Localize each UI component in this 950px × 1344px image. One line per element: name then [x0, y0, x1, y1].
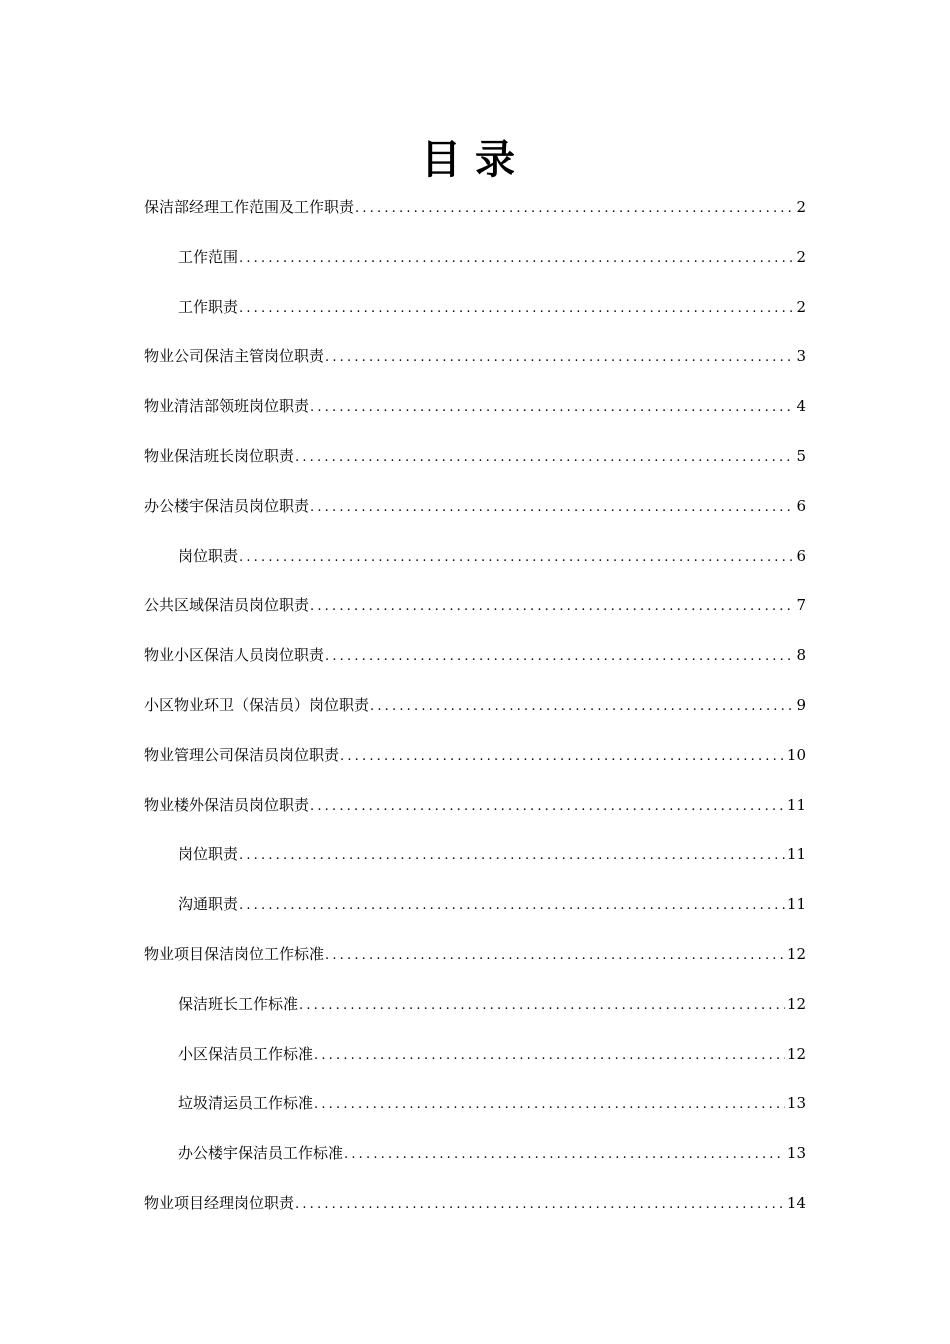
toc-entry[interactable] — [144, 1189, 806, 1239]
toc-leader-dots — [239, 842, 785, 870]
toc-entry-text: 公共区域保洁员岗位职责 — [144, 596, 310, 615]
toc-entry-text: 物业公司保洁主管岗位职责 — [144, 347, 325, 366]
toc-entry[interactable] — [144, 791, 806, 841]
toc-page-number: 11 — [786, 845, 806, 864]
toc-entry-text: 沟通职责 — [178, 895, 239, 914]
toc-entry[interactable] — [144, 1040, 806, 1090]
toc-entry[interactable] — [144, 741, 806, 791]
toc-page-number: 14 — [786, 1193, 806, 1212]
toc-entry-text: 物业保洁班长岗位职责 — [144, 446, 295, 465]
toc-leader-dots — [239, 245, 794, 273]
toc-entry-text: 小区保洁员工作标准 — [178, 1044, 314, 1063]
toc-entry-text: 保洁班长工作标准 — [178, 994, 299, 1013]
toc-page-number: 13 — [786, 1144, 806, 1163]
toc-page-number: 8 — [796, 646, 806, 665]
toc-leader-dots — [344, 1141, 785, 1169]
toc-entry[interactable] — [144, 691, 806, 741]
toc-leader-dots — [340, 743, 785, 771]
toc-page-number: 4 — [796, 397, 806, 416]
toc-leader-dots — [295, 444, 794, 472]
toc-entry-text: 办公楼宇保洁员工作标准 — [178, 1144, 344, 1163]
toc-leader-dots — [310, 494, 794, 522]
toc-entry-text: 小区物业环卫（保洁员）岗位职责 — [144, 695, 370, 714]
toc-entry[interactable] — [144, 392, 806, 442]
toc-page-number: 11 — [786, 895, 806, 914]
toc-entry-text: 物业楼外保洁员岗位职责 — [144, 795, 310, 814]
toc-leader-dots — [325, 344, 794, 372]
toc-page-number: 12 — [786, 944, 806, 963]
toc-leader-dots — [325, 643, 794, 671]
toc-entry-text: 岗位职责 — [178, 546, 239, 565]
toc-entry-text: 物业小区保洁人员岗位职责 — [144, 646, 325, 665]
toc-page-number: 10 — [786, 745, 806, 764]
toc-entry[interactable] — [144, 542, 806, 592]
toc-leader-dots — [299, 992, 785, 1020]
toc-page-number: 13 — [786, 1094, 806, 1113]
toc-page-number: 2 — [796, 297, 806, 316]
toc-entry-text: 办公楼宇保洁员岗位职责 — [144, 496, 310, 515]
toc-leader-dots — [325, 942, 785, 970]
toc-page-number: 12 — [786, 1044, 806, 1063]
toc-entry[interactable] — [144, 890, 806, 940]
toc-page-number: 3 — [796, 347, 806, 366]
toc-entry-text: 垃圾清运员工作标准 — [178, 1094, 314, 1113]
toc-page-number: 5 — [796, 446, 806, 465]
toc-entry-text: 保洁部经理工作范围及工作职责 — [144, 198, 355, 216]
toc-leader-dots — [310, 593, 794, 621]
toc-page-number: 12 — [786, 994, 806, 1013]
toc-leader-dots — [370, 693, 794, 721]
toc-entry[interactable] — [144, 243, 806, 293]
toc-entry[interactable] — [144, 940, 806, 990]
toc-entry[interactable] — [144, 840, 806, 890]
toc-entry-text: 工作职责 — [178, 297, 239, 316]
toc-page-number: 11 — [786, 795, 806, 814]
toc-entry[interactable] — [144, 591, 806, 641]
toc-entry-text: 岗位职责 — [178, 845, 239, 864]
toc-page-number: 9 — [796, 695, 806, 714]
toc-leader-dots — [239, 544, 794, 572]
toc-leader-dots — [314, 1091, 785, 1119]
toc-entry[interactable] — [144, 293, 806, 343]
toc-entry[interactable] — [144, 193, 806, 243]
toc-entry[interactable] — [144, 1089, 806, 1139]
toc-page-number: 2 — [796, 198, 806, 216]
toc-entry[interactable] — [144, 492, 806, 542]
toc-leader-dots — [310, 394, 794, 422]
toc-page-number: 7 — [796, 596, 806, 615]
toc-entry-text: 物业项目经理岗位职责 — [144, 1193, 295, 1212]
toc-entry[interactable] — [144, 990, 806, 1040]
toc-leader-dots — [239, 892, 785, 920]
toc-leader-dots — [295, 1191, 785, 1219]
toc-page-number: 6 — [796, 546, 806, 565]
toc-page-number: 6 — [796, 496, 806, 515]
toc-entry-text: 物业管理公司保洁员岗位职责 — [144, 745, 340, 764]
toc-page-number: 2 — [796, 247, 806, 266]
toc-leader-dots — [314, 1042, 785, 1070]
toc-entry[interactable] — [144, 442, 806, 492]
toc-entry-text: 物业清洁部领班岗位职责 — [144, 397, 310, 416]
toc-title: 目录 — [421, 137, 529, 183]
toc-leader-dots — [355, 195, 794, 223]
toc-entry-text: 工作范围 — [178, 247, 239, 266]
toc-list — [144, 193, 806, 1239]
toc-entry[interactable] — [144, 342, 806, 392]
toc-entry-text: 物业项目保洁岗位工作标准 — [144, 944, 325, 963]
toc-leader-dots — [239, 295, 794, 323]
toc-entry[interactable] — [144, 1139, 806, 1189]
toc-leader-dots — [310, 793, 785, 821]
toc-entry[interactable] — [144, 641, 806, 691]
